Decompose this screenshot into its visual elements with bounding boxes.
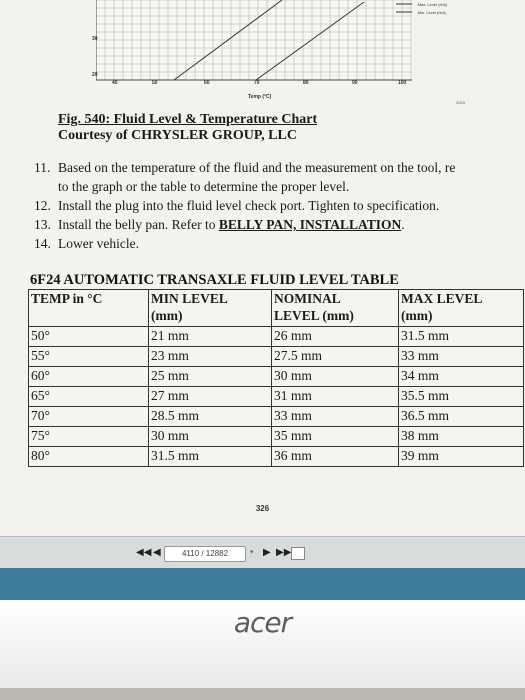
cell-max: 35.5 mm xyxy=(399,387,524,407)
step-text: Install the belly pan. Refer to xyxy=(58,217,219,232)
cell-max: 33 mm xyxy=(399,347,524,367)
next-page-icon[interactable]: ▶ xyxy=(263,547,271,558)
fluid-level-table xyxy=(28,289,524,467)
step-12 xyxy=(34,196,525,215)
last-page-icon[interactable]: ▶▶ xyxy=(276,547,292,558)
x-tick-label: 100 xyxy=(398,80,407,86)
cell-temp: 55° xyxy=(29,347,149,367)
cell-min: 25 mm xyxy=(149,367,272,387)
step-text: Install the plug into the fluid level check port. Tighten to specification. xyxy=(58,198,440,213)
y-tick-label: 20 xyxy=(92,72,98,78)
monitor-brand-logo: acer xyxy=(233,606,292,639)
table-row xyxy=(29,327,524,347)
header-min-level: MIN LEVEL (mm) xyxy=(149,290,272,327)
fluid-level-chart-fragment xyxy=(96,0,412,84)
pdf-viewer-toolbar xyxy=(0,536,525,568)
legend-item-min: Min. Level (Hot) xyxy=(417,10,446,15)
cell-nominal: 26 mm xyxy=(272,327,399,347)
screen-bottom-edge xyxy=(0,568,525,600)
cell-nominal: 30 mm xyxy=(272,367,399,387)
cell-max: 31.5 mm xyxy=(399,327,524,347)
header-temp: TEMP in °C xyxy=(29,290,149,327)
table-row xyxy=(29,347,524,367)
table-row xyxy=(29,427,524,447)
step-text: Based on the temperature of the fluid and the measurement on the tool, re xyxy=(58,160,456,175)
step-14 xyxy=(34,234,525,253)
cell-temp: 75° xyxy=(29,427,149,447)
procedure-steps xyxy=(34,158,525,253)
cell-temp: 50° xyxy=(29,327,149,347)
x-tick-label: 60 xyxy=(204,80,210,86)
cell-max: 39 mm xyxy=(399,447,524,467)
figure-caption xyxy=(58,112,317,144)
belly-pan-installation-link[interactable]: BELLY PAN, INSTALLATION xyxy=(218,217,402,232)
header-nominal-level: NOMINAL LEVEL (mm) xyxy=(272,290,399,327)
cell-nominal: 36 mm xyxy=(272,447,399,467)
page-indicator-input[interactable]: 4110 / 12882 xyxy=(164,546,246,562)
cell-temp: 65° xyxy=(29,387,149,407)
x-tick-label: 40 xyxy=(112,80,118,86)
cell-temp: 60° xyxy=(29,367,149,387)
cell-nominal: 27.5 mm xyxy=(272,347,399,367)
header-max-level: MAX LEVEL (mm) xyxy=(399,290,524,327)
cell-nominal: 31 mm xyxy=(272,387,399,407)
cell-max: 36.5 mm xyxy=(399,407,524,427)
cell-min: 21 mm xyxy=(149,327,272,347)
cell-max: 38 mm xyxy=(399,427,524,447)
cell-temp: 70° xyxy=(29,407,149,427)
cell-min: 23 mm xyxy=(149,347,272,367)
chart-grid xyxy=(96,0,412,84)
cell-min: 28.5 mm xyxy=(149,407,272,427)
cell-nominal: 33 mm xyxy=(272,407,399,427)
cell-temp: 80° xyxy=(29,447,149,467)
step-number: 14. xyxy=(34,236,51,251)
step-text-tail: . xyxy=(401,217,405,232)
x-tick-label: 70 xyxy=(254,80,260,86)
first-page-icon[interactable]: ◀◀ xyxy=(136,547,152,558)
table-row xyxy=(29,447,524,467)
cell-min: 30 mm xyxy=(149,427,272,447)
step-number: 12. xyxy=(34,198,51,213)
page-dropdown-icon[interactable]: ▾ xyxy=(250,549,254,556)
table-row xyxy=(29,367,524,387)
x-tick-label: 80 xyxy=(303,80,309,86)
cell-min: 27 mm xyxy=(149,387,272,407)
table-row xyxy=(29,407,524,427)
page-number: 326 xyxy=(255,504,270,513)
step-11-continued: to the graph or the table to determine the proper level. xyxy=(58,179,350,194)
step-13 xyxy=(34,215,525,234)
table-header-row xyxy=(29,290,524,327)
table-row xyxy=(29,387,524,407)
chart-legend xyxy=(418,1,447,17)
x-tick-label: 50 xyxy=(152,80,158,86)
step-11 xyxy=(34,158,525,177)
desk-surface xyxy=(0,688,525,700)
x-axis-label: Temp (°C) xyxy=(248,94,272,100)
x-tick-label: 90 xyxy=(352,80,358,86)
step-text-wrap xyxy=(58,215,525,234)
step-number: 11. xyxy=(34,160,51,175)
cell-min: 31.5 mm xyxy=(149,447,272,467)
legend-item-max: Max. Level (Hot) xyxy=(417,2,447,7)
cell-nominal: 35 mm xyxy=(272,427,399,447)
step-number: 13. xyxy=(34,217,51,232)
figure-courtesy: Courtesy of CHRYSLER GROUP, LLC xyxy=(58,128,297,143)
table-title: 6F24 AUTOMATIC TRANSAXLE FLUID LEVEL TABLE xyxy=(30,272,399,288)
figure-title: Fig. 540: Fluid Level & Temperature Chart xyxy=(58,112,318,127)
figure-stamp: 2020 xyxy=(456,100,465,105)
page-view-icon[interactable] xyxy=(291,547,305,560)
y-tick-label: 30 xyxy=(92,36,98,42)
cell-max: 34 mm xyxy=(399,367,524,387)
previous-page-icon[interactable]: ◀ xyxy=(153,547,161,558)
step-text: Lower vehicle. xyxy=(58,236,139,251)
